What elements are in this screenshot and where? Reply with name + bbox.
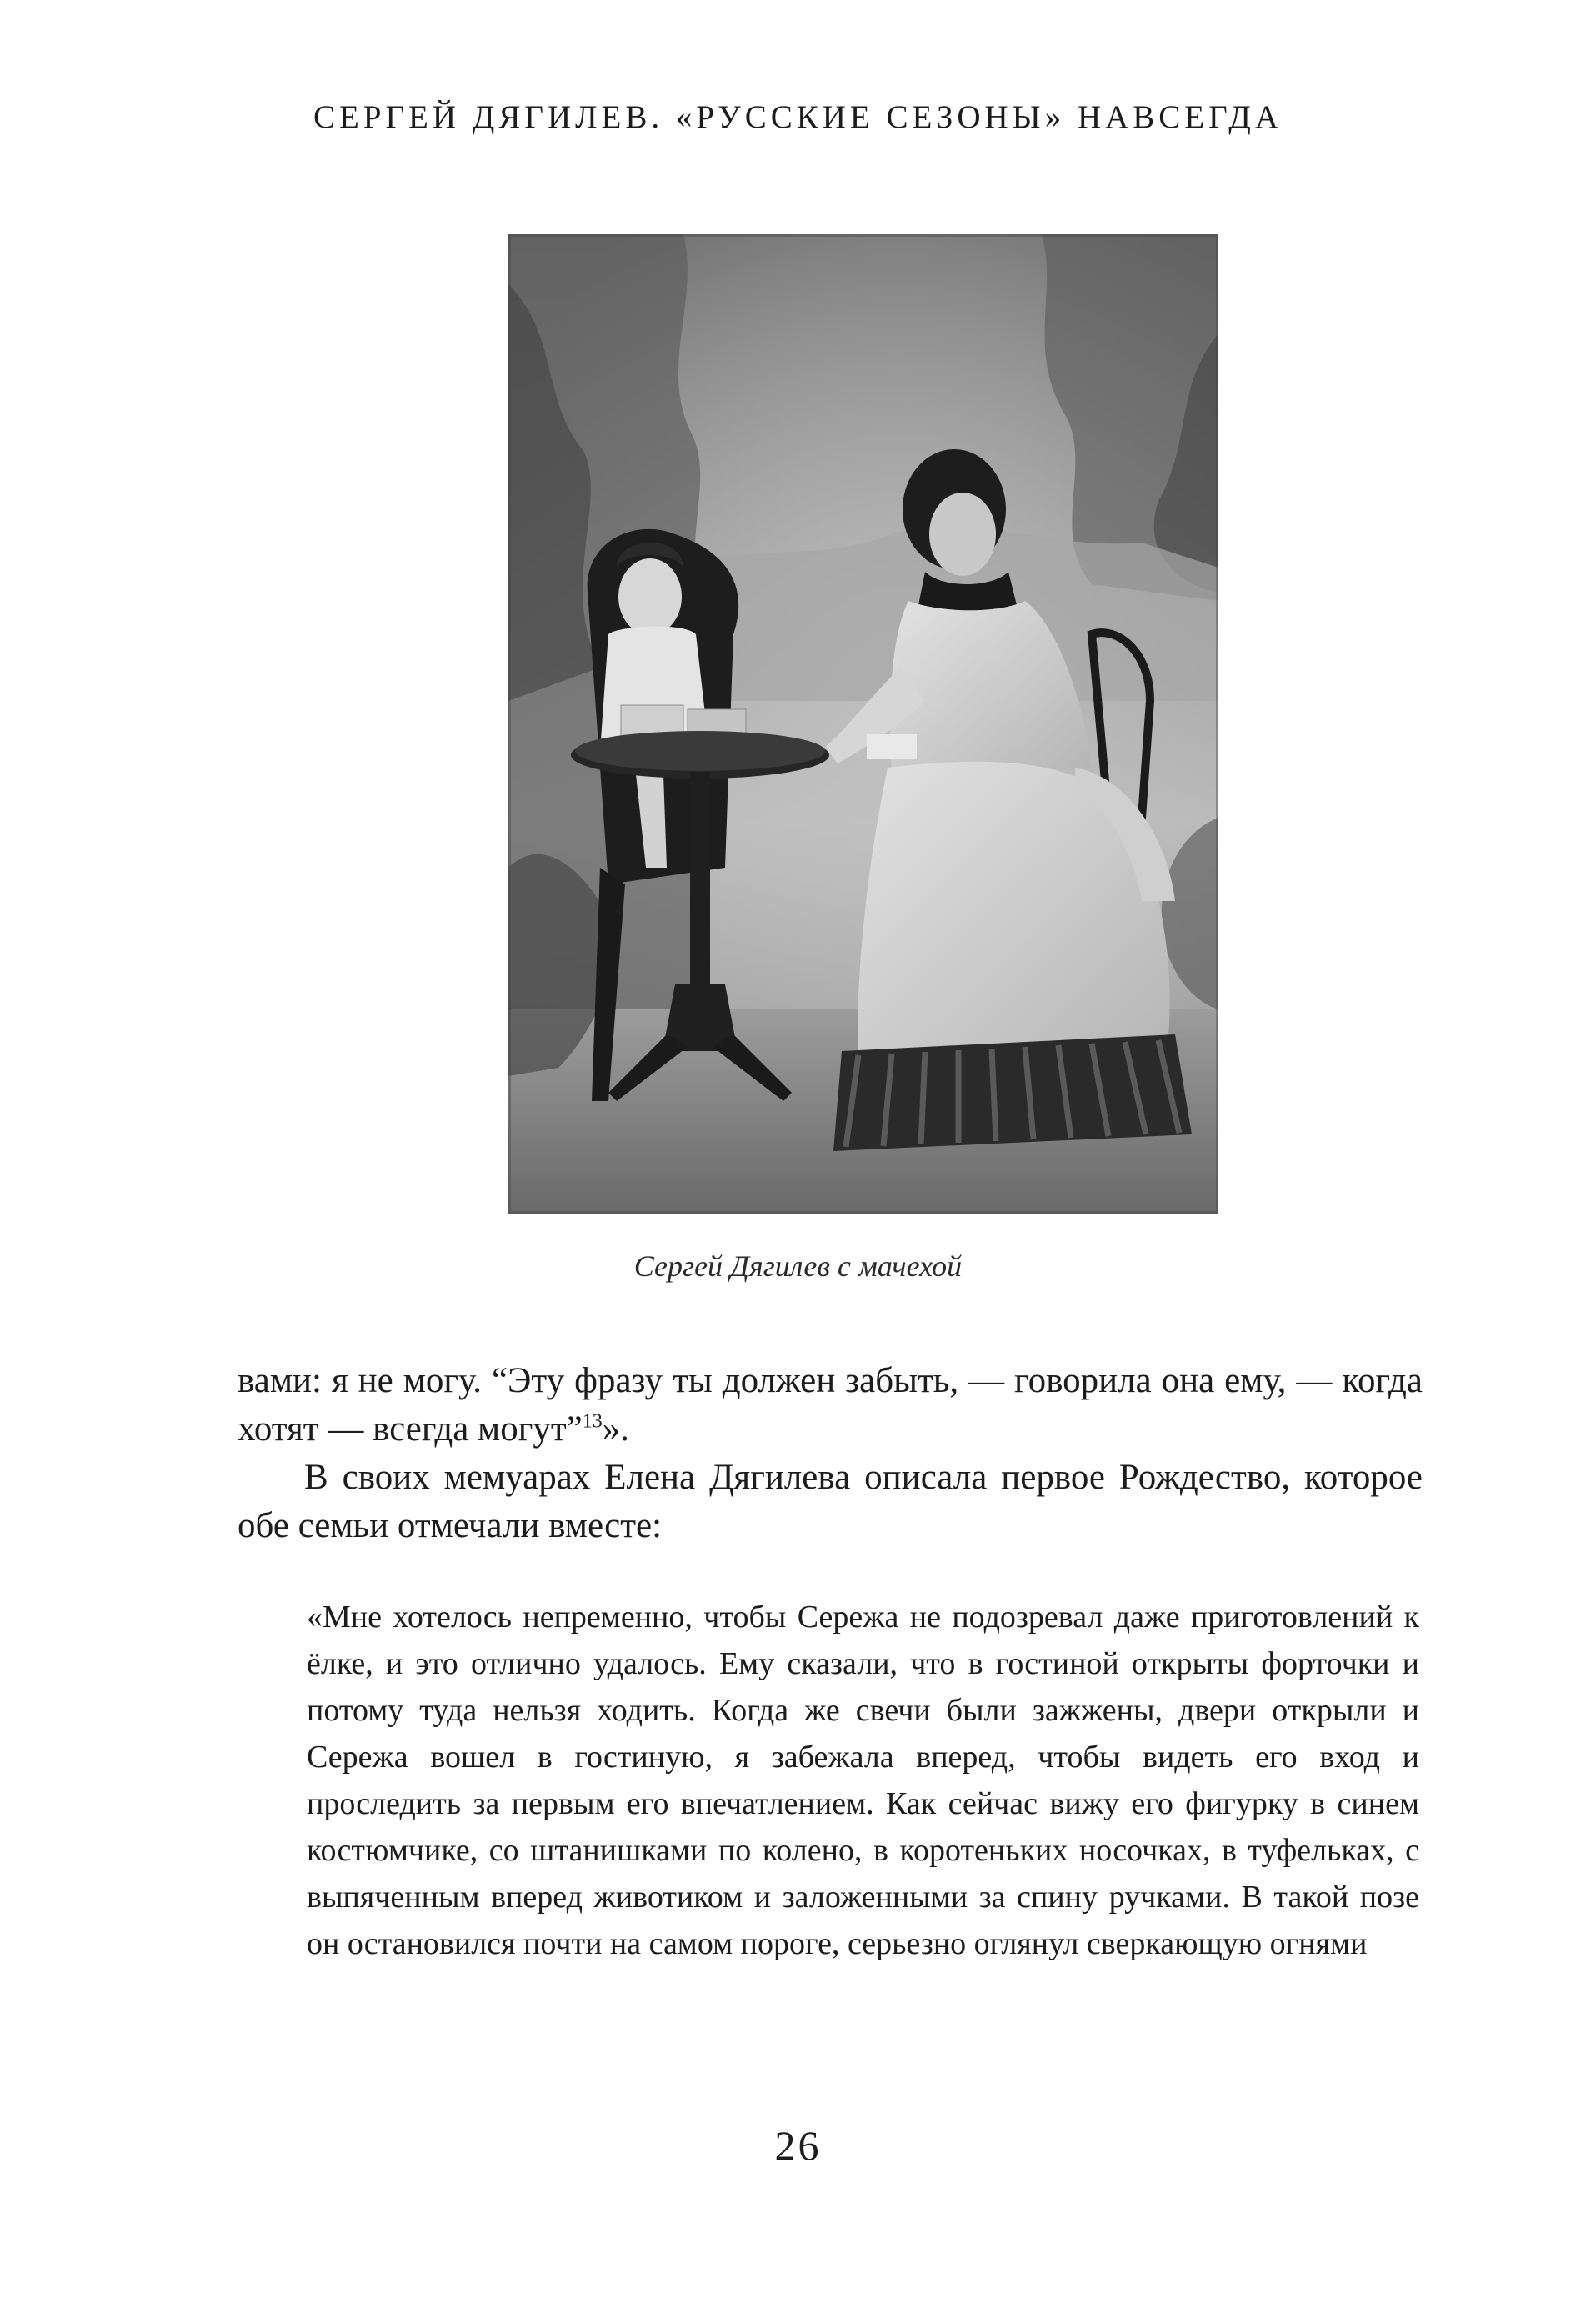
paragraph-1-text: вами: я не могу. “Эту фразу ты должен забыть, — говорила она ему, — когда хотят — всегда могут” xyxy=(238,1361,1423,1449)
body-paragraph-2: В своих мемуарах Елена Дягилева описала первое Рождество, которое обе семьи отмечали вместе: xyxy=(238,1458,1423,1545)
footnote-reference: 13 xyxy=(582,1410,603,1433)
paragraph-1-tail: ». xyxy=(602,1409,630,1449)
block-quote: «Мне хотелось непременно, чтобы Сережа не подозревал даже приготовлений к ёлке, и это отлично удалось. Ему сказали, что в гостиной открыты форточки и потому туда нельзя ходить. Когда же свечи были зажжены, двери открыли и Сережа вошел в гостиную, я забежала вперед, чтобы видеть его вход и проследить за первым его впечатлением. Как сейчас вижу его фигурку в синем костюмчике, со штанишками по колено, в коротеньких носочках, в туфельках, с выпяченным вперед животиком и заложенными за спину ручками. В такой позе он остановился почти на самом пороге, серьезно оглянул сверкающую огнями xyxy=(307,1600,1419,1961)
body-paragraph-1 xyxy=(238,1357,1423,1454)
figure-photo xyxy=(508,234,1218,1214)
running-head: СЕРГЕЙ ДЯГИЛЕВ. «РУССКИЕ СЕЗОНЫ» НАВСЕГДА xyxy=(313,99,1283,135)
figure-caption: Сергей Дягилев с мачехой xyxy=(633,1249,963,1283)
page-number: 26 xyxy=(774,2122,822,2169)
